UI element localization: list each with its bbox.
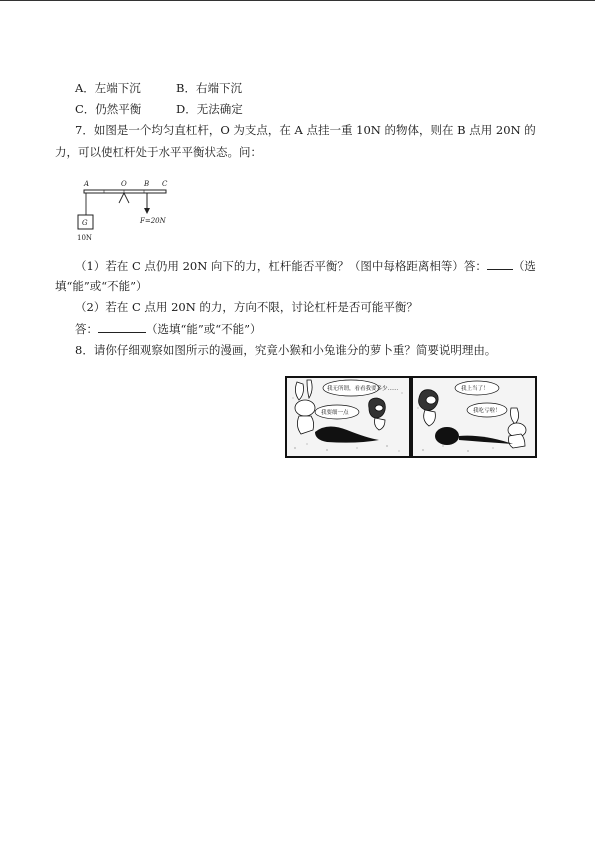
weight-label: G	[82, 219, 88, 227]
option-c: C．仍然平衡	[75, 102, 142, 116]
q7-sub1-text: （1）若在 C 点仍用 20N 向下的力，杠杆能否平衡？（图中每格距离相等）答：	[75, 259, 487, 273]
answer-blank-2[interactable]	[98, 321, 146, 333]
panel1-bubble1: 我要细一点	[321, 410, 349, 416]
pivot-support	[119, 193, 129, 203]
q8-line1: 8．请你仔细观察如图所示的漫画，究竟小猴和小兔谁分的萝卜重？简要说明理由。	[75, 343, 497, 357]
q7-sub2-answer	[75, 321, 262, 336]
weight-value: 10N	[77, 234, 93, 242]
carrot-thick-part	[435, 427, 459, 445]
rabbit-figure	[295, 380, 315, 434]
q7-sub1-line1	[75, 258, 536, 273]
panel2-bubble1: 我上当了！	[461, 386, 489, 392]
q7-line1: 7．如图是一个均匀直杠杆，O 为支点，在 A 点挂一重 10N 的物体，则在 B 点用 20N 的	[75, 123, 536, 137]
label-o: O	[121, 180, 127, 188]
answer-suffix: （选填“能”或“不能”）	[146, 322, 262, 336]
monkey-figure	[369, 398, 386, 430]
force-label: F=20N	[140, 217, 166, 225]
cartoon-panel-2	[411, 376, 537, 458]
label-a: A	[84, 180, 90, 188]
panel1-bubble2: 我无所谓，看看我要多少……	[327, 386, 399, 392]
lever-bar	[84, 190, 166, 193]
cartoon-panel-1	[285, 376, 411, 458]
q7-sub1-line2: 填“能”或“不能”）	[55, 279, 148, 293]
rabbit-figure-2	[508, 408, 526, 448]
lever-figure	[70, 177, 180, 247]
answer-blank-1[interactable]	[487, 258, 513, 270]
q7-sub1-tail: （选	[512, 259, 536, 273]
label-c: C	[162, 180, 168, 188]
option-a: A．左端下沉	[75, 81, 141, 95]
q7-sub2: （2）若在 C 点用 20N 的力，方向不限，讨论杠杆是否可能平衡？	[75, 300, 418, 314]
answer-prefix: 答：	[75, 322, 98, 336]
carrot-shape	[315, 426, 379, 442]
q7-line2: 力，可以使杠杆处于水平平衡状态。问：	[55, 145, 262, 159]
option-b: B．右端下沉	[176, 81, 242, 95]
carrot-thin-part	[459, 436, 513, 444]
option-d: D．无法确定	[176, 102, 243, 116]
panel2-bubble2: 我吃亏啦！	[473, 408, 501, 414]
force-arrowhead	[144, 208, 150, 214]
page-top-border	[0, 0, 595, 1]
label-b: B	[144, 180, 150, 188]
monkey-figure-2	[419, 390, 439, 426]
